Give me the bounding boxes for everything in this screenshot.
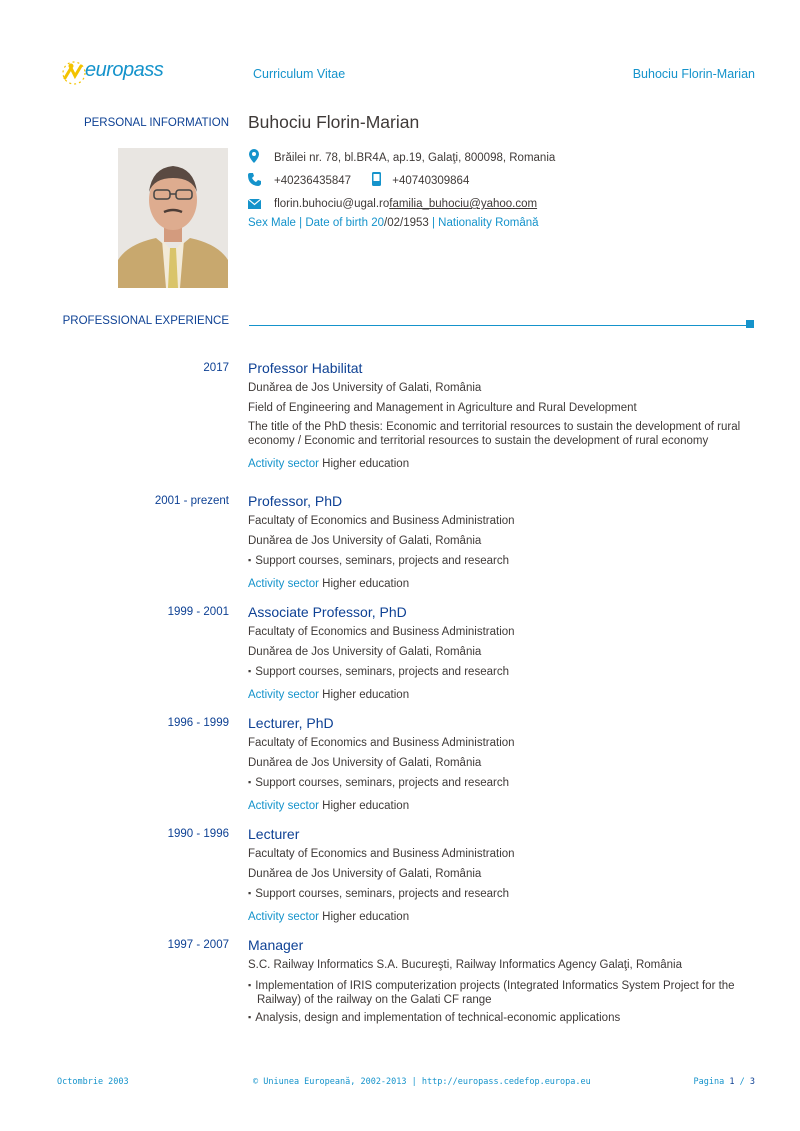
job-bullet: ▪ Support courses, seminars, projects and research <box>248 886 748 901</box>
job-entry <box>248 493 748 591</box>
job-title: Professor Habilitat <box>248 360 363 376</box>
email-secondary[interactable]: familia_buhociu@yahoo.com <box>389 198 538 210</box>
job-bullet: ▪ Implementation of IRIS computerization projects (Integrated Informatics System Project for the Railway) of the railway on the Galati CF range <box>248 978 748 1007</box>
sector-label: Activity sector <box>248 689 319 701</box>
job-employer: Dunărea de Jos University of Galati, România <box>248 382 482 394</box>
job-faculty: Facultaty of Economics and Business Administration <box>248 848 515 860</box>
mobile-phone-icon <box>372 172 386 189</box>
job-date: 1990 - 1996 <box>167 828 229 840</box>
person-name: Buhociu Florin-Marian <box>248 112 420 132</box>
personal-details-line: Sex Male | Date of birth 20/02/1953 | Nationality Română <box>248 217 539 229</box>
footer-copyright[interactable]: © Uniunea Europeană, 2002-2013 | http://europass.cedefop.europa.eu <box>253 1077 591 1087</box>
job-sector <box>248 577 748 591</box>
email-primary[interactable]: florin.buhociu@ugal.ro <box>274 198 390 210</box>
sector-value: Higher education <box>322 578 410 590</box>
dob-value: /02/1953 <box>384 217 429 229</box>
total-pages: 3 <box>749 1077 755 1087</box>
job-sector <box>248 910 748 924</box>
sector-label: Activity sector <box>248 578 319 590</box>
job-date: 1997 - 2007 <box>167 939 229 951</box>
job-bullet: ▪ Analysis, design and implementation of technical-economic applications <box>248 1010 748 1025</box>
footer-page-number <box>694 1077 755 1087</box>
job-sector <box>248 457 748 471</box>
job-employer: Dunărea de Jos University of Galati, România <box>248 756 482 769</box>
job-date: 2017 <box>203 362 229 374</box>
email-line <box>248 198 537 212</box>
job-bullet: ▪ Support courses, seminars, projects and research <box>248 664 748 679</box>
job-faculty: Facultaty of Economics and Business Administration <box>248 737 515 749</box>
job-employer: S.C. Railway Informatics S.A. Bucureşti, Railway Informatics Agency Galaţi, România <box>248 959 682 971</box>
sector-label: Activity sector <box>248 800 319 812</box>
job-employer: Dunărea de Jos University of Galati, România <box>248 867 482 880</box>
job-title: Lecturer <box>248 826 300 842</box>
job-bullet: ▪ Support courses, seminars, projects and research <box>248 553 748 568</box>
page-label: Pagina <box>693 1077 725 1087</box>
job-thesis: The title of the PhD thesis: Economic and territorial resources to sustain the development of rural economy / Economic and territorial resources to sustain the development of rural economy <box>248 421 741 447</box>
job-entry <box>248 826 748 924</box>
dob-prefix: 20 <box>371 217 385 229</box>
job-employer: Dunărea de Jos University of Galati, România <box>248 534 482 547</box>
job-faculty: Facultaty of Economics and Business Administration <box>248 515 515 527</box>
sector-label: Activity sector <box>248 911 319 923</box>
header-name: Buhociu Florin-Marian <box>632 67 755 81</box>
phone-line <box>248 172 469 189</box>
sector-value: Higher education <box>322 911 410 923</box>
section-label-personal-information: PERSONAL INFORMATION <box>83 117 229 129</box>
job-faculty: Facultaty of Economics and Business Administration <box>248 626 515 638</box>
job-entry <box>248 937 748 1030</box>
phone-icon <box>248 173 262 189</box>
job-entry <box>248 604 748 702</box>
europass-logo <box>57 56 167 90</box>
job-entry <box>248 715 748 813</box>
job-date: 1999 - 2001 <box>167 606 229 618</box>
job-date: 1996 - 1999 <box>167 717 229 729</box>
job-sector <box>248 688 748 702</box>
section-divider <box>249 325 749 326</box>
footer-date: Octombrie 2003 <box>57 1077 129 1087</box>
sex-value: Male <box>271 217 296 229</box>
current-page: 1 <box>729 1077 735 1087</box>
email-icon <box>248 199 262 212</box>
job-field: Field of Engineering and Management in Agriculture and Rural Development <box>248 401 637 414</box>
europass-logo-text: europass <box>85 59 164 81</box>
job-sector <box>248 799 748 813</box>
document-title: Curriculum Vitae <box>253 67 346 81</box>
job-title: Associate Professor, PhD <box>248 604 407 620</box>
profile-photo <box>118 148 228 288</box>
job-bullet: ▪ Support courses, seminars, projects and research <box>248 775 748 790</box>
address-line <box>248 149 555 166</box>
nationality-label: Nationality <box>438 217 492 229</box>
job-title: Lecturer, PhD <box>248 715 334 731</box>
sex-label: Sex <box>248 217 268 229</box>
location-pin-icon <box>248 149 262 166</box>
section-divider-marker <box>746 320 754 328</box>
sector-label: Activity sector <box>248 458 319 470</box>
section-label-professional-experience: PROFESSIONAL EXPERIENCE <box>62 315 229 327</box>
job-employer: Dunărea de Jos University of Galati, România <box>248 645 482 658</box>
job-title: Manager <box>248 937 304 953</box>
sector-value: Higher education <box>322 800 410 812</box>
job-entry <box>248 360 748 471</box>
job-date: 2001 - prezent <box>154 495 229 507</box>
mobile-number[interactable]: +40740309864 <box>392 175 470 187</box>
dob-label: Date of birth <box>305 217 369 229</box>
nationality-value: Română <box>495 217 539 229</box>
sector-value: Higher education <box>322 458 410 470</box>
sector-value: Higher education <box>322 689 410 701</box>
phone-number[interactable]: +40236435847 <box>274 175 352 187</box>
address-text: Brăilei nr. 78, bl.BR4A, ap.19, Galaţi, 800098, Romania <box>274 152 556 164</box>
page-separator: / <box>739 1077 745 1087</box>
job-title: Professor, PhD <box>248 493 343 509</box>
